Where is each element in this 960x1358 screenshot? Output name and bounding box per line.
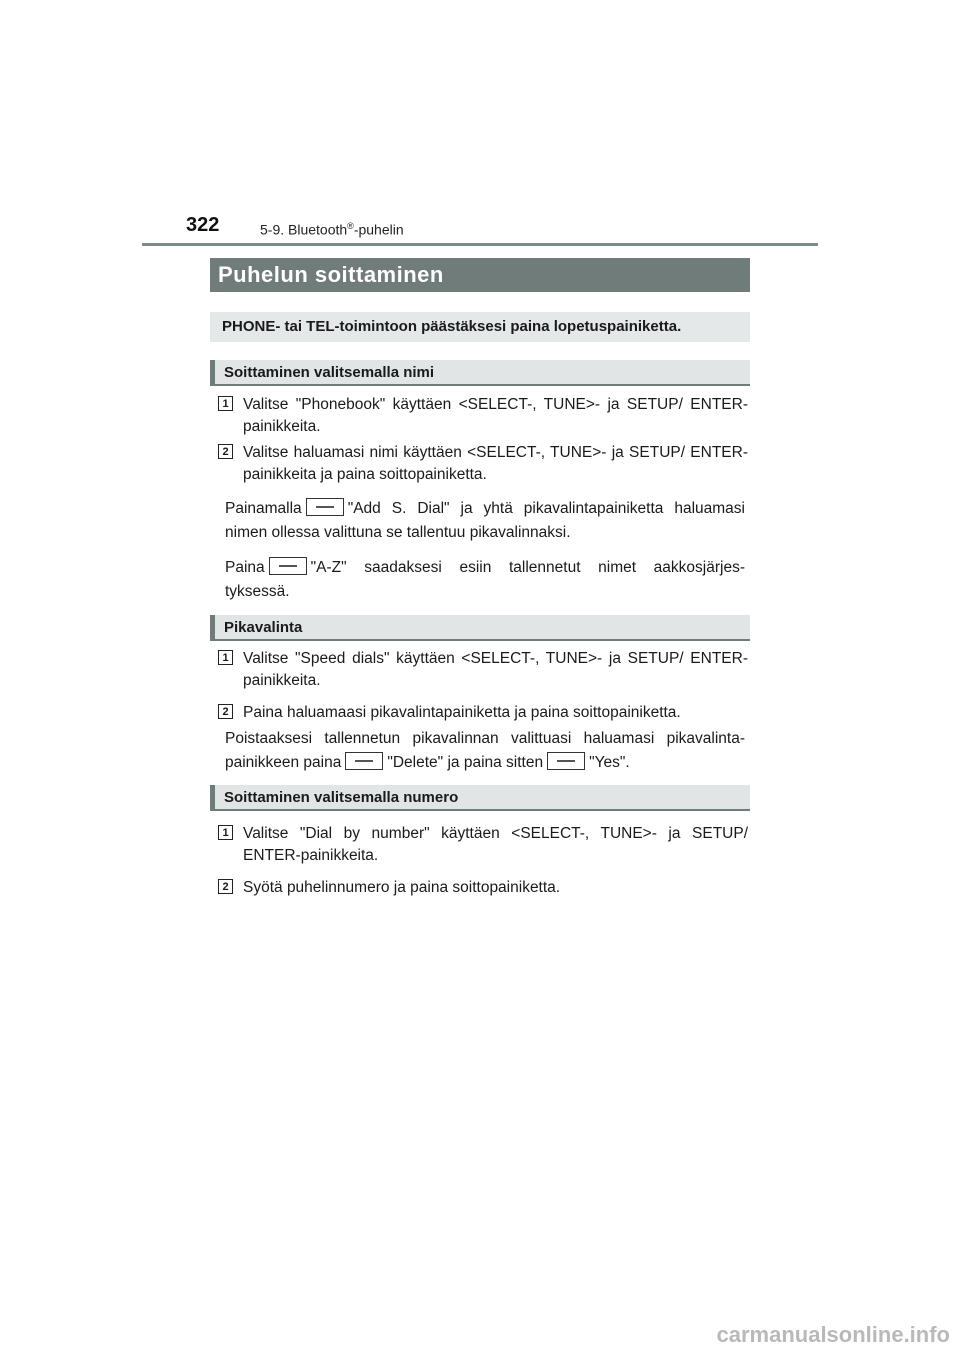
- step-text: Valitse haluamasi nimi käyttäen <SELECT-, TUNE>- ja SETUP/ ENTER-painikkeita ja paina soittopainiketta.: [243, 444, 748, 483]
- key-button-icon: [345, 752, 383, 770]
- step-text: Paina haluamaasi pikavalintapainiketta ja paina soittopainiketta.: [243, 704, 681, 721]
- header-rule: [142, 243, 818, 246]
- note-paragraph: Poistaaksesi tallennetun pikavalinnan valittuasi haluamasi pikavalinta- painikkeen paina "Delete" ja paina sitten "Yes".: [225, 730, 745, 771]
- chapter-title: 5-9. Bluetooth®-puhelin: [260, 221, 404, 238]
- note-paragraph: Painamalla "Add S. Dial" ja yhtä pikavalintapainiketta haluamasi nimen ollessa valittuna se tallentuu pikavalinnaksi.: [225, 500, 745, 541]
- key-button-icon: [547, 752, 585, 770]
- step-item: [218, 877, 748, 899]
- step-text: Valitse "Dial by number" käyttäen <SELECT-, TUNE>- ja SETUP/ ENTER-painikkeita.: [243, 825, 748, 864]
- note-paragraph: Paina "A-Z" saadaksesi esiin tallennetut nimet aakkosjärjes- tyksessä.: [225, 559, 745, 600]
- step-text: Valitse "Speed dials" käyttäen <SELECT-, TUNE>- ja SETUP/ ENTER-painikkeita.: [243, 650, 748, 689]
- step-text: Valitse "Phonebook" käyttäen <SELECT-, TUNE>- ja SETUP/ ENTER-painikkeita.: [243, 396, 748, 435]
- step-item: [218, 394, 748, 438]
- intro-box: PHONE- tai TEL-toimintoon päästäksesi paina lopetuspainiketta.: [210, 312, 750, 342]
- step-number: 1: [218, 825, 233, 840]
- key-button-icon: [306, 498, 344, 516]
- step-text: Syötä puhelinnumero ja paina soittopainiketta.: [243, 879, 561, 896]
- step-item: [218, 648, 748, 692]
- step-item: [218, 823, 748, 867]
- step-number: 2: [218, 444, 233, 459]
- step-number: 2: [218, 879, 233, 894]
- step-number: 1: [218, 650, 233, 665]
- step-number: 1: [218, 396, 233, 411]
- step-item: [218, 442, 748, 486]
- watermark: carmanualsonline.info: [716, 1322, 950, 1347]
- section-heading-number: Soittaminen valitsemalla numero: [210, 785, 750, 811]
- section-heading-name: Soittaminen valitsemalla nimi: [210, 360, 750, 386]
- page-title: Puhelun soittaminen: [210, 258, 750, 292]
- section-heading-speed-dial: Pikavalinta: [210, 615, 750, 641]
- step-item: [218, 702, 748, 724]
- key-button-icon: [269, 557, 307, 575]
- step-number: 2: [218, 704, 233, 719]
- page-number: 322: [186, 214, 220, 236]
